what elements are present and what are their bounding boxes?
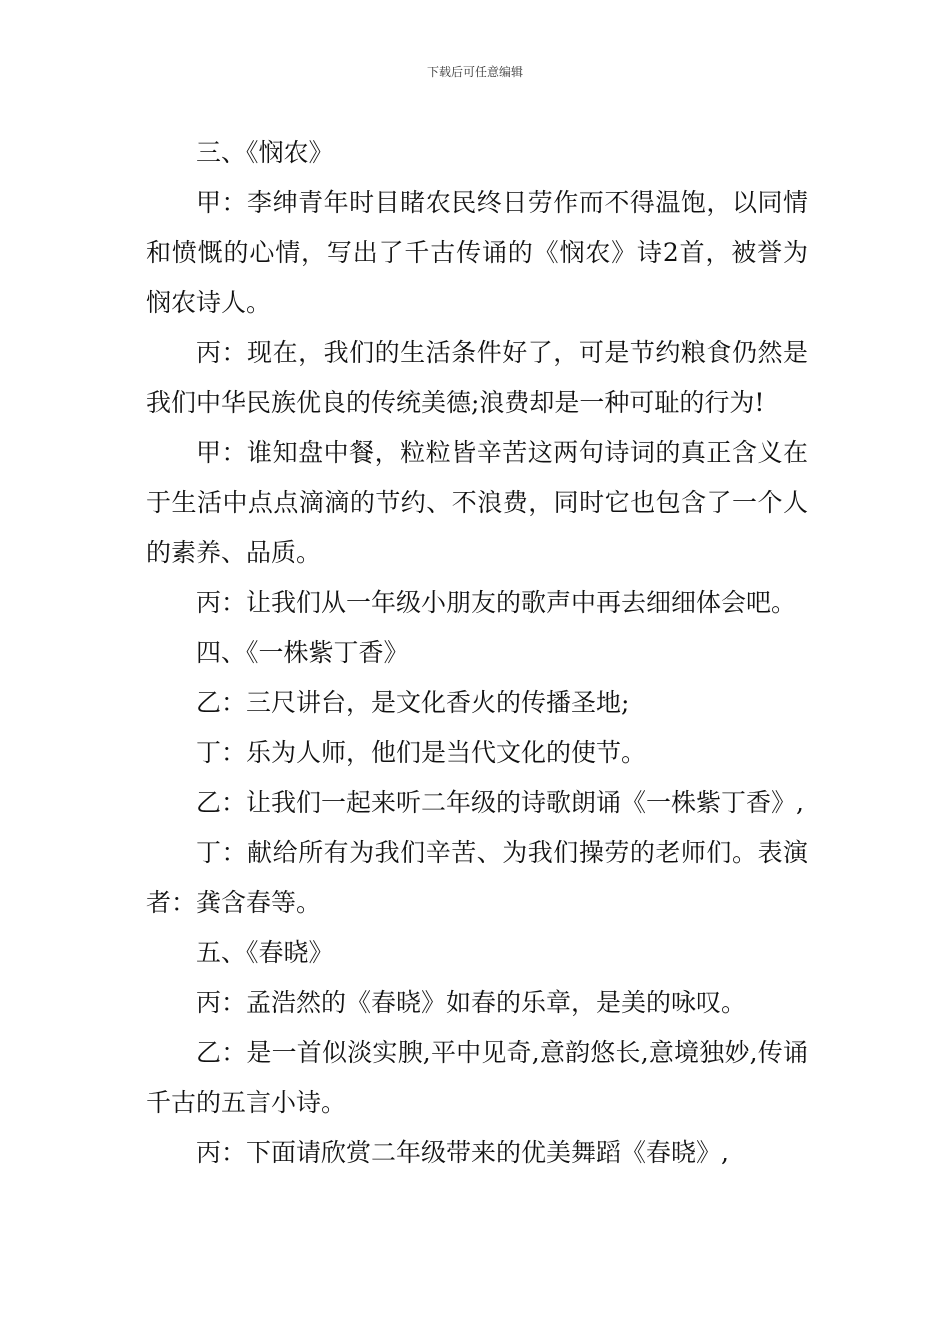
paragraph: 乙：让我们一起来听二年级的诗歌朗诵《一株紫丁香》, — [196, 788, 804, 817]
paragraph: 丙：下面请欣赏二年级带来的优美舞蹈《春晓》, — [196, 1138, 729, 1167]
paragraph: 乙：三尺讲台，是文化香火的传播圣地; — [196, 688, 630, 717]
section-heading-4: 四、《一株紫丁香》 — [196, 638, 409, 667]
section-heading-5: 五、《春晓》 — [196, 938, 334, 967]
paragraph: 丁：乐为人师，他们是当代文化的使节。 — [196, 738, 647, 767]
page-header: 下载后可任意编辑 — [426, 65, 523, 79]
section-heading-3: 三、《悯农》 — [196, 138, 334, 167]
document-body — [146, 128, 808, 1178]
paragraph: 丁：献给所有为我们辛苦、为我们操劳的老师们。表演者：龚含春等。 — [146, 838, 808, 917]
paragraph: 甲：谁知盘中餐，粒粒皆辛苦这两句诗词的真正含义在于生活中点点滴滴的节约、不浪费，同时它也包含了一个人的素养、品质。 — [146, 438, 808, 567]
paragraph: 丙：孟浩然的《春晓》如春的乐章，是美的咏叹。 — [196, 988, 747, 1017]
paragraph: 乙：是一首似淡实腴,平中见奇,意韵悠长,意境独妙,传诵千古的五言小诗。 — [146, 1038, 808, 1117]
paragraph: 丙：让我们从一年级小朋友的歌声中再去细细体会吧。 — [196, 588, 797, 617]
paragraph: 丙：现在，我们的生活条件好了，可是节约粮食仍然是我们中华民族优良的传统美德;浪费却是一种可耻的行为! — [146, 338, 808, 417]
paragraph: 甲：李绅青年时目睹农民终日劳作而不得温饱，以同情和愤慨的心情，写出了千古传诵的《悯农》诗2首，被誉为悯农诗人。 — [146, 188, 808, 317]
